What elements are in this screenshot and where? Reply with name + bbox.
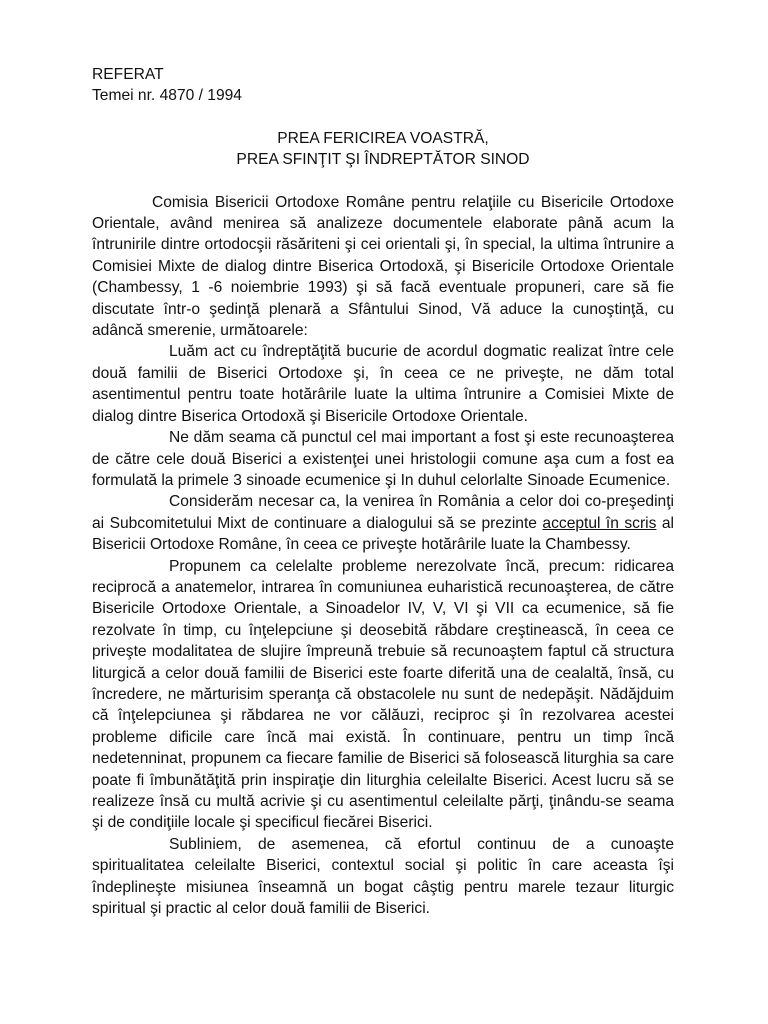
- registration-number: Temei nr. 4870 / 1994: [92, 87, 242, 105]
- paragraph-intro: Comisia Bisericii Ortodoxe Române pentru relaţiile cu Bisericile Ortodoxe Orientale, având menirea să analizeze documentele elaborate până acum la întrunirile dintre ortodocşii răsăriteni şi cei orientali şi, în special, la ultima întrunire a Comisiei Mixte de dialog dintre Biserica Ortodoxă, şi Bisericile Ortodoxe Orientale (Chambessy, 1 -6 noiembrie 1993) şi să facă eventuale propuneri, care să fie discutate într-o şedinţă plenară a Sfântului Sinod, Vă aduce la cunoştinţă, cu adâncă smerenie, următoarele:: [92, 193, 674, 340]
- salutation-line-2: PREA SFINŢIT ŞI ÎNDREPTĂTOR SINOD: [236, 151, 530, 169]
- paragraph-common-christology: Ne dăm seama că punctul cel mai important a fost şi este recunoaşterea de către cele două Biserici a existenţei unei hristologii comune aşa cum a fost ea formulată la primele 3 sinoade ecumenice şi In duhul celorlalte Sinoade Ecumenice.: [92, 429, 674, 489]
- salutation-block: [92, 128, 674, 171]
- paragraph-unresolved-problems: Propunem ca celelalte probleme nerezolvate încă, precum: ridicarea reciprocă a anatemelor, intrarea în comuniunea euharistică recunoaşterea, de către Bisericile Ortodoxe Orientale, a Sinoadelor IV, V, VI şi VII ca ecumenice, să fie rezolvate în timp, cu înţelepciune şi deosebită răbdare creştinească, în ceea ce priveşte modalitatea de slujire împreună trebuie să recunoaştem faptul că structura liturgică a celor două familii de Biserici este foarte diferită una de cealaltă, însă, cu încredere, ne mărturisim speranţa că obstacolele nu sunt de nedepăşit. Nădăjduim că înţelepciunea şi răbdarea ne vor călăuzi, reciproc şi în rezolvarea acestei probleme dificile care încă mai există. În continuare, pentru un timp încă nedetenninat, propunem ca fiecare familie de Biserici să folosească liturghia sa care poate fi îmbunătăţită prin inspiraţie din liturghia celeilalte Biserici. Acest lucru să se realizeze însă cu multă acrivie şi cu asentimentul celeilalte părţi, ţinându-se seama şi de condiţiile locale şi specificul fiecărei Biserici.: [92, 557, 674, 832]
- document-page: [92, 64, 674, 919]
- underlined-phrase: acceptul în scris: [542, 514, 657, 532]
- paragraph-text: Considerăm necesar ca, la venirea în România a celor doi co-preşedinţi ai Subcomitetului Mixt de continuare a dialogului să se prezinte: [92, 493, 674, 532]
- document-type-heading: REFERAT: [92, 66, 164, 83]
- paragraph-spirituality: Subliniem, de asemenea, că efortul continuu de a cunoaşte spiritualitatea celeilalte Biserici, contextul social şi politic în care aceasta îşi îndeplineşte misiunea înseamnă un bogat câştig pentru marele tezaur liturgic spiritual şi practic al celor două familii de Biserici.: [92, 835, 674, 918]
- paragraph-written-acceptance: [92, 491, 674, 555]
- paragraph-dogmatic-agreement: Luăm act cu îndreptăţită bucurie de acordul dogmatic realizat între cele două familii de Biserici Ortodoxe şi, în ceea ce ne priveşte, ne dăm total asentimentul pentru toate hotărârile luate la ultima întrunire a Comisiei Mixte de dialog dintre Biserica Ortodoxă şi Bisericile Ortodoxe Orientale.: [92, 343, 674, 425]
- salutation-line-1: PREA FERICIREA VOASTRĂ,: [277, 129, 489, 147]
- paragraph-text: al Bisericii Ortodoxe Române, în ceea ce priveşte hotărârile luate la Chambessy.: [92, 514, 674, 554]
